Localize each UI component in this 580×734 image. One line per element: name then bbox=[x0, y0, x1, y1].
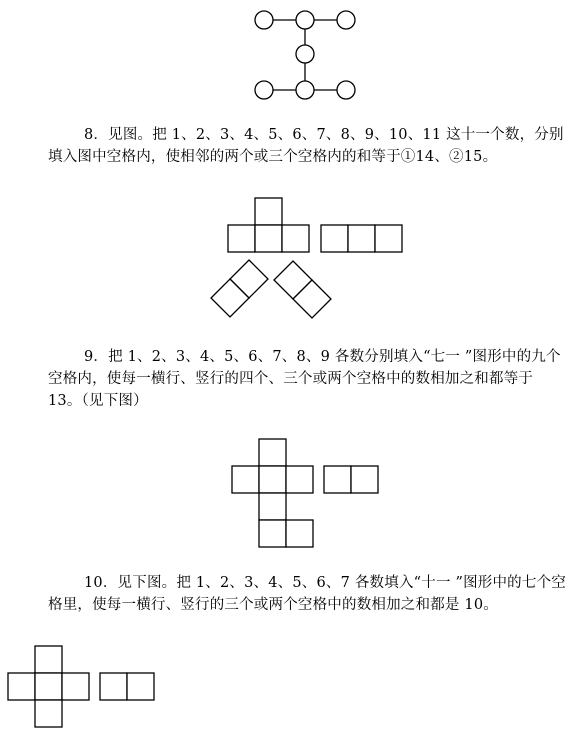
grid-cell bbox=[324, 466, 351, 493]
grid-cell bbox=[286, 520, 313, 547]
graph-node bbox=[255, 11, 273, 29]
grid-cell bbox=[35, 646, 62, 673]
grid-cell bbox=[62, 673, 89, 700]
graph-node bbox=[296, 81, 314, 99]
grid-figure-problem-10 bbox=[8, 646, 154, 727]
grid-cell bbox=[127, 673, 154, 700]
grid-cell bbox=[259, 493, 286, 520]
node-graph-figure bbox=[255, 11, 355, 99]
problem-10-text: 10．见下图。把 1、2、3、4、5、6、7 各数填入“十一 ”图形中的七个空格里，使每一横行、竖行的三个或两个空格中的数相加之和都是 10。 bbox=[48, 575, 566, 613]
grid-cell bbox=[259, 466, 286, 493]
graph-node bbox=[337, 81, 355, 99]
grid-cell bbox=[255, 198, 282, 225]
grid-figure-problem-8 bbox=[211, 198, 402, 318]
grid-cell bbox=[8, 673, 35, 700]
grid-cell bbox=[282, 225, 309, 252]
grid-cell bbox=[255, 225, 282, 252]
grid-cell bbox=[35, 673, 62, 700]
problem-9-text: 9．把 1、2、3、4、5、6、7、8、9 各数分别填入“七一 ”图形中的九个空格内，使每一横行、竖行的四个、三个或两个空格中的数相加之和都等于 13。（见下图） bbox=[48, 349, 561, 409]
grid-cell bbox=[100, 673, 127, 700]
grid-cell bbox=[259, 520, 286, 547]
grid-cell bbox=[351, 466, 378, 493]
grid-cell bbox=[232, 466, 259, 493]
grid-cell bbox=[375, 225, 402, 252]
graph-node bbox=[296, 11, 314, 29]
graph-node bbox=[255, 81, 273, 99]
grid-cell bbox=[35, 700, 62, 727]
graph-node bbox=[337, 11, 355, 29]
grid-figure-problem-9 bbox=[232, 439, 378, 547]
grid-cell bbox=[228, 225, 255, 252]
grid-cell bbox=[348, 225, 375, 252]
grid-cell bbox=[286, 466, 313, 493]
grid-cell bbox=[259, 439, 286, 466]
graph-node bbox=[296, 45, 314, 63]
grid-cell bbox=[321, 225, 348, 252]
problem-8-text: 8．见图。把 1、2、3、4、5、6、7、8、9、10、11 这十一个数，分别填入图中空格内，使相邻的两个或三个空格内的和等于①14、②15。 bbox=[48, 127, 564, 165]
